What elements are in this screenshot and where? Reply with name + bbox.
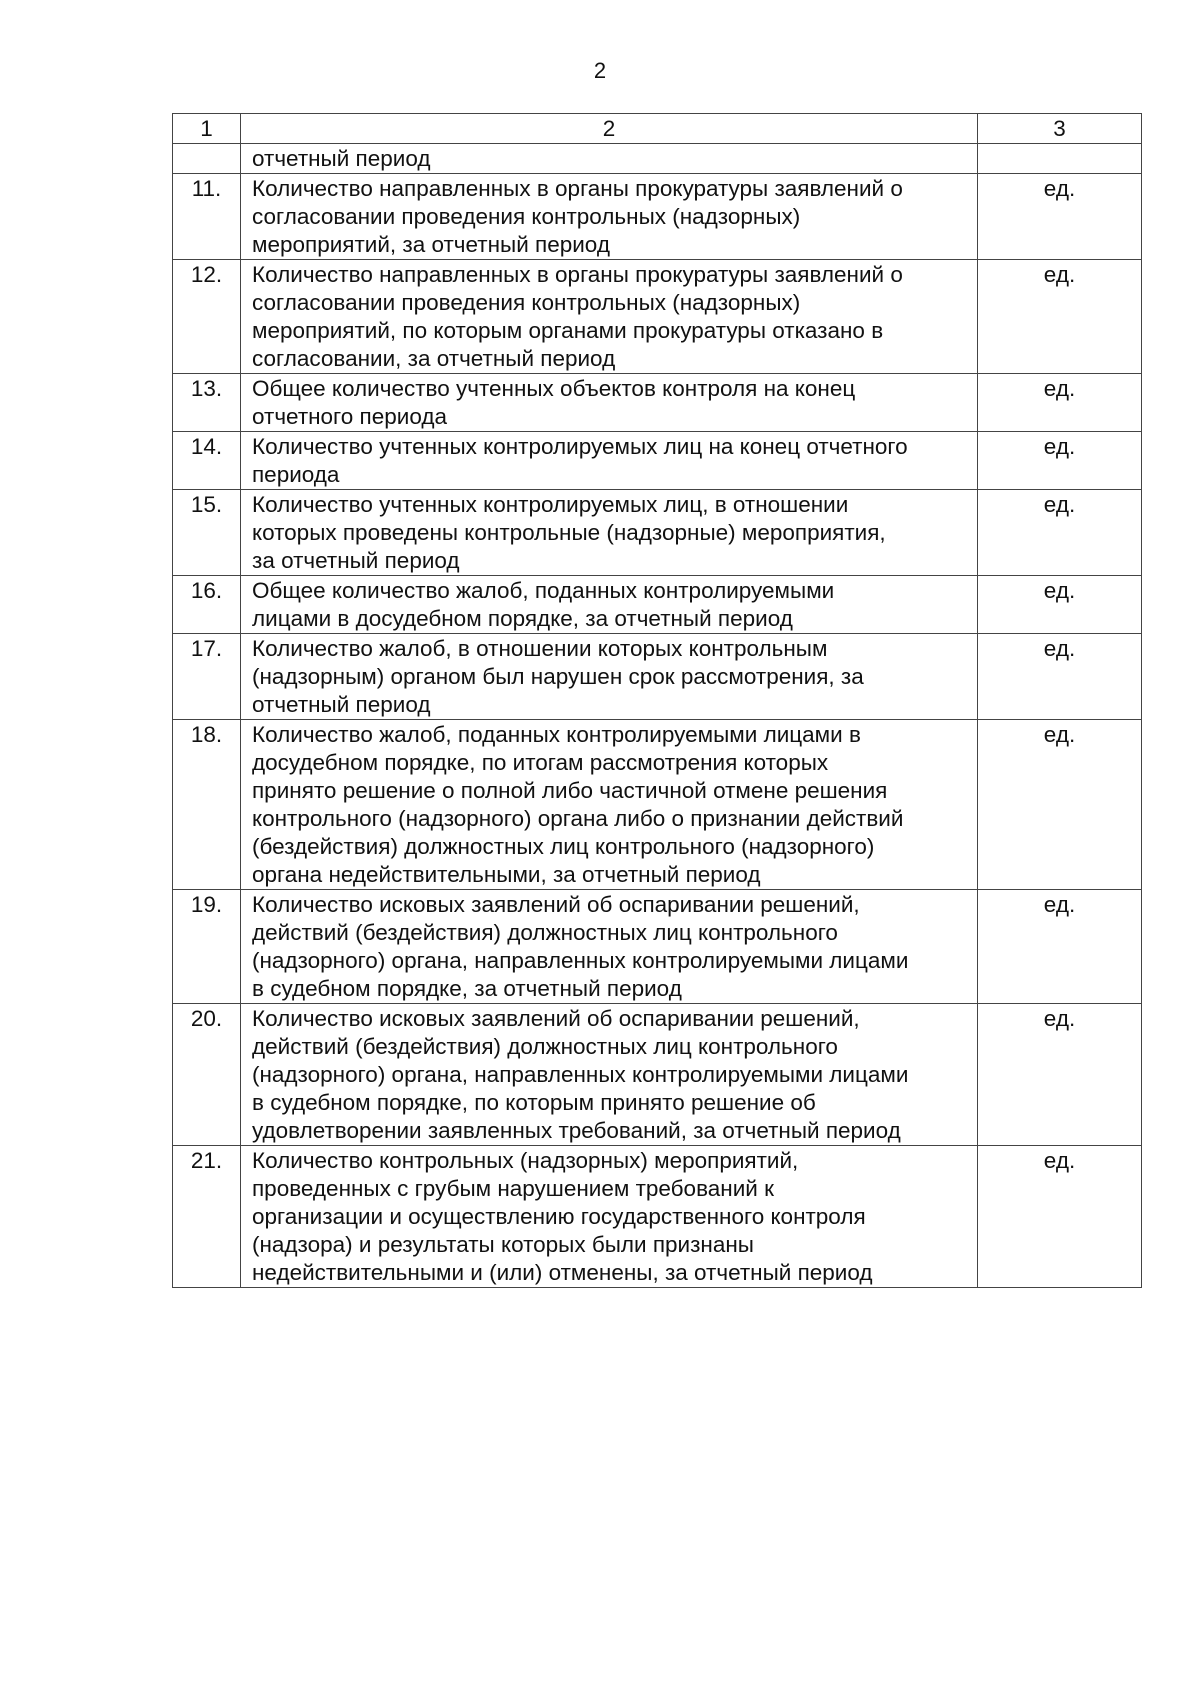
row-unit: ед. bbox=[978, 374, 1142, 432]
row-description: Количество исковых заявлений об оспаривании решений, действий (бездействия) должностных лиц контрольного (надзорного) органа, направленных контролируемыми лицами в судебном порядке, по которым принято решение об удовлетворении заявленных требований, за отчетный период bbox=[241, 1004, 978, 1146]
row-number: 17. bbox=[173, 634, 241, 720]
row-description: отчетный период bbox=[241, 144, 978, 174]
row-number: 11. bbox=[173, 174, 241, 260]
indicators-table bbox=[172, 113, 1142, 1288]
row-unit: ед. bbox=[978, 890, 1142, 1004]
row-description: Количество жалоб, в отношении которых контрольным (надзорным) органом был нарушен срок рассмотрения, за отчетный период bbox=[241, 634, 978, 720]
row-description: Количество направленных в органы прокуратуры заявлений о согласовании проведения контрольных (надзорных) мероприятий, по которым органами прокуратуры отказано в согласовании, за отчетный период bbox=[241, 260, 978, 374]
row-number: 20. bbox=[173, 1004, 241, 1146]
row-unit: ед. bbox=[978, 174, 1142, 260]
row-number: 16. bbox=[173, 576, 241, 634]
row-number: 19. bbox=[173, 890, 241, 1004]
row-unit: ед. bbox=[978, 490, 1142, 576]
row-number: 13. bbox=[173, 374, 241, 432]
row-unit: ед. bbox=[978, 1146, 1142, 1288]
table-row bbox=[173, 490, 1142, 576]
row-description: Количество учтенных контролируемых лиц, в отношении которых проведены контрольные (надзорные) мероприятия, за отчетный период bbox=[241, 490, 978, 576]
row-unit: ед. bbox=[978, 1004, 1142, 1146]
table-row bbox=[173, 720, 1142, 890]
row-unit: ед. bbox=[978, 432, 1142, 490]
row-description: Количество жалоб, поданных контролируемыми лицами в досудебном порядке, по итогам рассмотрения которых принято решение о полной либо частичной отмене решения контрольного (надзорного) органа либо о признании действий (бездействия) должностных лиц контрольного (надзорного) органа недействительными, за отчетный период bbox=[241, 720, 978, 890]
row-description: Количество учтенных контролируемых лиц на конец отчетного периода bbox=[241, 432, 978, 490]
table-row bbox=[173, 890, 1142, 1004]
table-row bbox=[173, 260, 1142, 374]
row-description: Количество контрольных (надзорных) мероприятий, проведенных с грубым нарушением требований к организации и осуществлению государственного контроля (надзора) и результаты которых были признаны недействительными и (или) отменены, за отчетный период bbox=[241, 1146, 978, 1288]
row-unit bbox=[978, 144, 1142, 174]
row-unit: ед. bbox=[978, 634, 1142, 720]
header-cell-description: 2 bbox=[241, 114, 978, 144]
table-row bbox=[173, 432, 1142, 490]
header-cell-number: 1 bbox=[173, 114, 241, 144]
table-row bbox=[173, 634, 1142, 720]
row-unit: ед. bbox=[978, 720, 1142, 890]
header-cell-unit: 3 bbox=[978, 114, 1142, 144]
table-row bbox=[173, 1146, 1142, 1288]
table-header-row bbox=[173, 114, 1142, 144]
row-description: Общее количество жалоб, поданных контролируемыми лицами в досудебном порядке, за отчетный период bbox=[241, 576, 978, 634]
row-number: 21. bbox=[173, 1146, 241, 1288]
table-row bbox=[173, 576, 1142, 634]
row-unit: ед. bbox=[978, 576, 1142, 634]
table-row bbox=[173, 374, 1142, 432]
row-description: Общее количество учтенных объектов контроля на конец отчетного периода bbox=[241, 374, 978, 432]
row-number: 14. bbox=[173, 432, 241, 490]
row-description: Количество направленных в органы прокуратуры заявлений о согласовании проведения контрольных (надзорных) мероприятий, за отчетный период bbox=[241, 174, 978, 260]
row-number: 15. bbox=[173, 490, 241, 576]
table-row bbox=[173, 174, 1142, 260]
row-unit: ед. bbox=[978, 260, 1142, 374]
page-number: 2 bbox=[593, 58, 607, 83]
row-number bbox=[173, 144, 241, 174]
row-number: 12. bbox=[173, 260, 241, 374]
row-number: 18. bbox=[173, 720, 241, 890]
row-description: Количество исковых заявлений об оспаривании решений, действий (бездействия) должностных лиц контрольного (надзорного) органа, направленных контролируемыми лицами в судебном порядке, за отчетный период bbox=[241, 890, 978, 1004]
table-row bbox=[173, 144, 1142, 174]
table-row bbox=[173, 1004, 1142, 1146]
